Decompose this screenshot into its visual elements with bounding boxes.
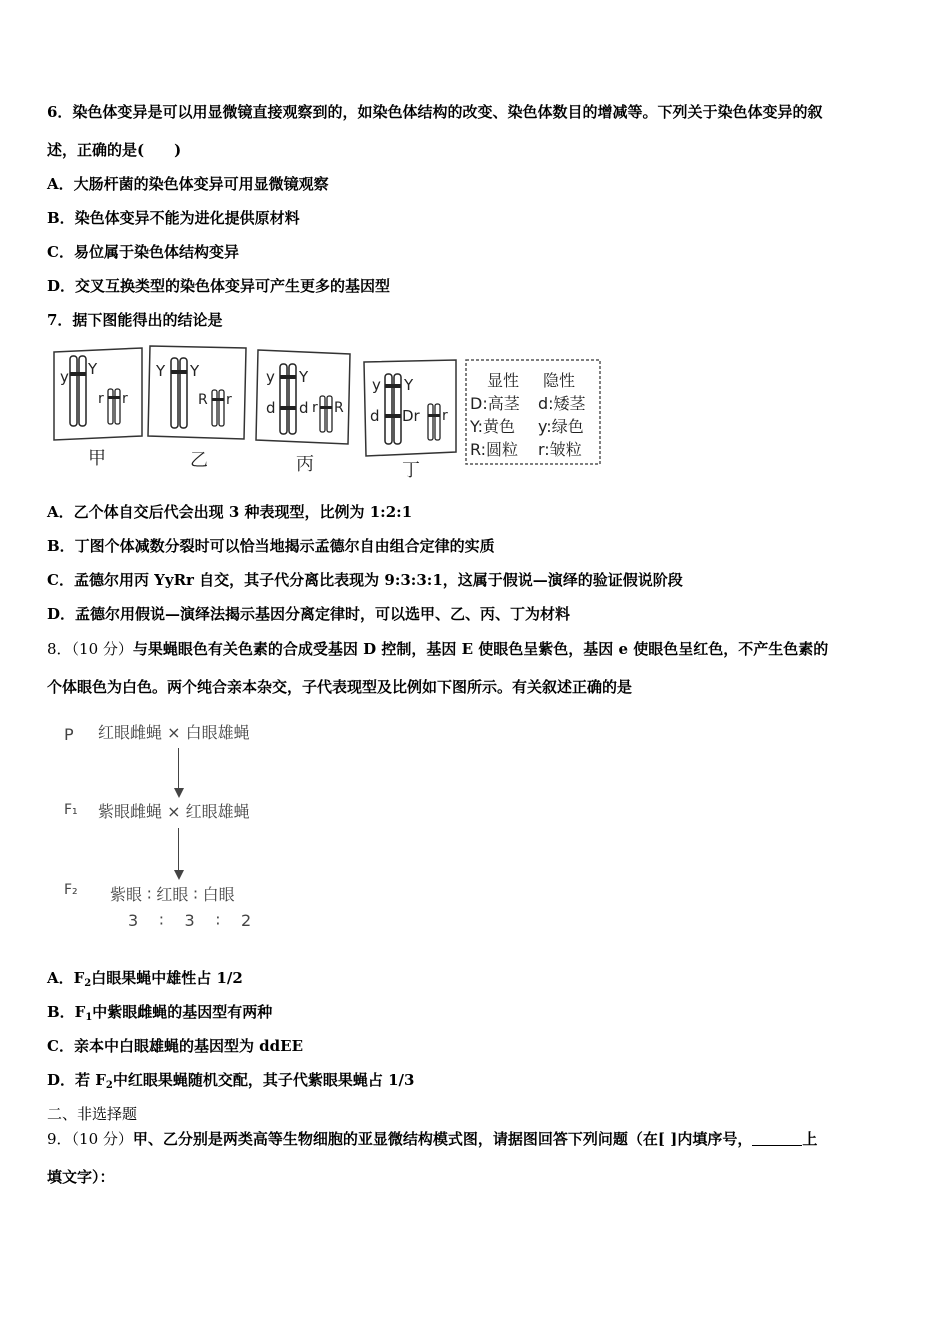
legend-header-recessive: 隐性 bbox=[543, 371, 576, 390]
cell-yi-small-right: r bbox=[226, 392, 232, 408]
q6-option-c: C．易位属于染色体结构变异 bbox=[47, 243, 239, 261]
legend-header-dominant: 显性 bbox=[487, 371, 520, 390]
generation-f2-label: F₂ bbox=[64, 882, 78, 898]
q8-stem-line2: 个体眼色为白色。两个纯合亲本杂交，子代表现型及比例如下图所示。有关叙述正确的是 bbox=[47, 678, 633, 696]
cell-bing-allele-right2: d bbox=[299, 399, 309, 417]
q7-option-c: C．孟德尔用丙 YyRr 自交，其子代分离比表现为 9:3:3:1，这属于假说—演绎的验证假说阶段 bbox=[47, 571, 683, 589]
arrow-f1-f2 bbox=[178, 828, 179, 870]
cell-ding-small-right: r bbox=[442, 408, 448, 424]
arrow-p-f1-head bbox=[174, 788, 184, 798]
cell-ding-allele-right: Y bbox=[404, 376, 414, 394]
cell-bing-small-left: r bbox=[312, 400, 318, 416]
cell-jia-allele-right: Y bbox=[88, 360, 98, 378]
q9-stem-line2: 填文字）： bbox=[47, 1168, 115, 1186]
q6-option-a: A．大肠杆菌的染色体变异可用显微镜观察 bbox=[47, 175, 329, 193]
allele-legend bbox=[466, 360, 600, 464]
cell-ding-allele-right2: Dr bbox=[402, 407, 420, 425]
legend-row-3-dominant: R:圆粒 bbox=[470, 440, 519, 459]
arrow-f1-f2-head bbox=[174, 870, 184, 880]
q9-stem-line1: 9．（10 分）甲、乙分别是两类高等生物细胞的亚显微结构模式图，请据图回答下列问题（在[ ]内填序号， 上 bbox=[47, 1130, 818, 1148]
q7-stem: 7．据下图能得出的结论是 bbox=[47, 311, 223, 329]
q8-option-a: A．$F_2$白眼果蝇中雄性占 1/2 bbox=[47, 969, 243, 989]
generation-f2-ratio: 3 ∶ 3 ∶ 2 bbox=[128, 911, 252, 930]
cell-yi-label: 乙 bbox=[190, 450, 208, 471]
cell-yi-small-left: R bbox=[198, 392, 208, 408]
q8-cross-diagram bbox=[60, 712, 290, 934]
generation-f1-cross: 紫眼雌蝇 × 红眼雄蝇 bbox=[98, 802, 250, 821]
cell-yi bbox=[148, 346, 246, 471]
cell-jia-allele-left: y bbox=[60, 368, 69, 386]
cell-bing-allele-right: Y bbox=[299, 368, 309, 386]
cell-bing bbox=[256, 350, 350, 475]
cell-ding-allele-left: y bbox=[372, 376, 381, 394]
arrow-p-f1 bbox=[178, 748, 179, 788]
cell-yi-allele-left: Y bbox=[156, 362, 166, 380]
cell-ding bbox=[364, 360, 456, 478]
generation-p-label: P bbox=[64, 725, 74, 744]
cell-bing-small-right: R bbox=[334, 400, 344, 416]
cell-jia-small-left: r bbox=[98, 391, 104, 407]
legend-row-1-recessive: d:矮茎 bbox=[538, 394, 586, 413]
q8-score: 8．（10 分） bbox=[47, 640, 133, 658]
q7-option-a: A．乙个体自交后代会出现 3 种表现型，比例为 1:2:1 bbox=[47, 503, 413, 521]
q7-chromosome-figure bbox=[50, 344, 605, 478]
answer-blank[interactable] bbox=[752, 1131, 802, 1146]
q6-option-d: D．交叉互换类型的染色体变异可产生更多的基因型 bbox=[47, 277, 391, 295]
q8-stem-line1: 8．（10 分）与果蝇眼色有关色素的合成受基因 D 控制，基因 E 使眼色呈紫色，基因 e 使眼色呈红色，不产生色素的 bbox=[47, 640, 829, 658]
cell-jia-small-right: r bbox=[122, 391, 128, 407]
q8-option-b: B．$F_1$中紫眼雌蝇的基因型有两种 bbox=[47, 1003, 273, 1023]
generation-f1-label: F₁ bbox=[64, 802, 78, 818]
cell-ding-label: 丁 bbox=[402, 460, 420, 478]
legend-row-2-recessive: y:绿色 bbox=[538, 417, 584, 436]
cell-bing-allele-left: y bbox=[266, 368, 275, 386]
legend-row-3-recessive: r:皱粒 bbox=[538, 440, 582, 459]
cell-bing-allele-left2: d bbox=[266, 399, 276, 417]
q6-stem-line1: 6．染色体变异是可以用显微镜直接观察到的，如染色体结构的改变、染色体数目的增减等。下列关于染色体变异的叙 bbox=[47, 103, 823, 121]
q7-option-d: D．孟德尔用假说—演绎法揭示基因分离定律时，可以选甲、乙、丙、丁为材料 bbox=[47, 605, 571, 623]
cell-jia-label: 甲 bbox=[88, 448, 106, 469]
cell-jia bbox=[54, 348, 142, 469]
q6-option-b: B．染色体变异不能为进化提供原材料 bbox=[47, 209, 300, 227]
q7-option-b: B．丁图个体减数分裂时可以恰当地揭示孟德尔自由组合定律的实质 bbox=[47, 537, 495, 555]
section-title: 二、非选择题 bbox=[47, 1105, 138, 1123]
q8-option-c: C．亲本中白眼雄蝇的基因型为 ddEE bbox=[47, 1037, 304, 1055]
legend-row-2-dominant: Y:黄色 bbox=[470, 417, 516, 436]
q6-stem-line2: 述，正确的是( ) bbox=[47, 141, 182, 159]
cell-yi-allele-right: Y bbox=[190, 362, 200, 380]
legend-row-1-dominant: D:高茎 bbox=[470, 394, 520, 413]
generation-p-cross: 红眼雌蝇 × 白眼雄蝇 bbox=[98, 723, 250, 742]
generation-f2-phenotypes: 紫眼 ∶ 红眼 ∶ 白眼 bbox=[110, 885, 235, 904]
q8-option-d: D．若 $F_2$中红眼果蝇随机交配，其子代紫眼果蝇占 1/3 bbox=[47, 1071, 415, 1091]
cell-ding-allele-left2: d bbox=[370, 407, 380, 425]
cell-bing-label: 丙 bbox=[296, 454, 314, 475]
